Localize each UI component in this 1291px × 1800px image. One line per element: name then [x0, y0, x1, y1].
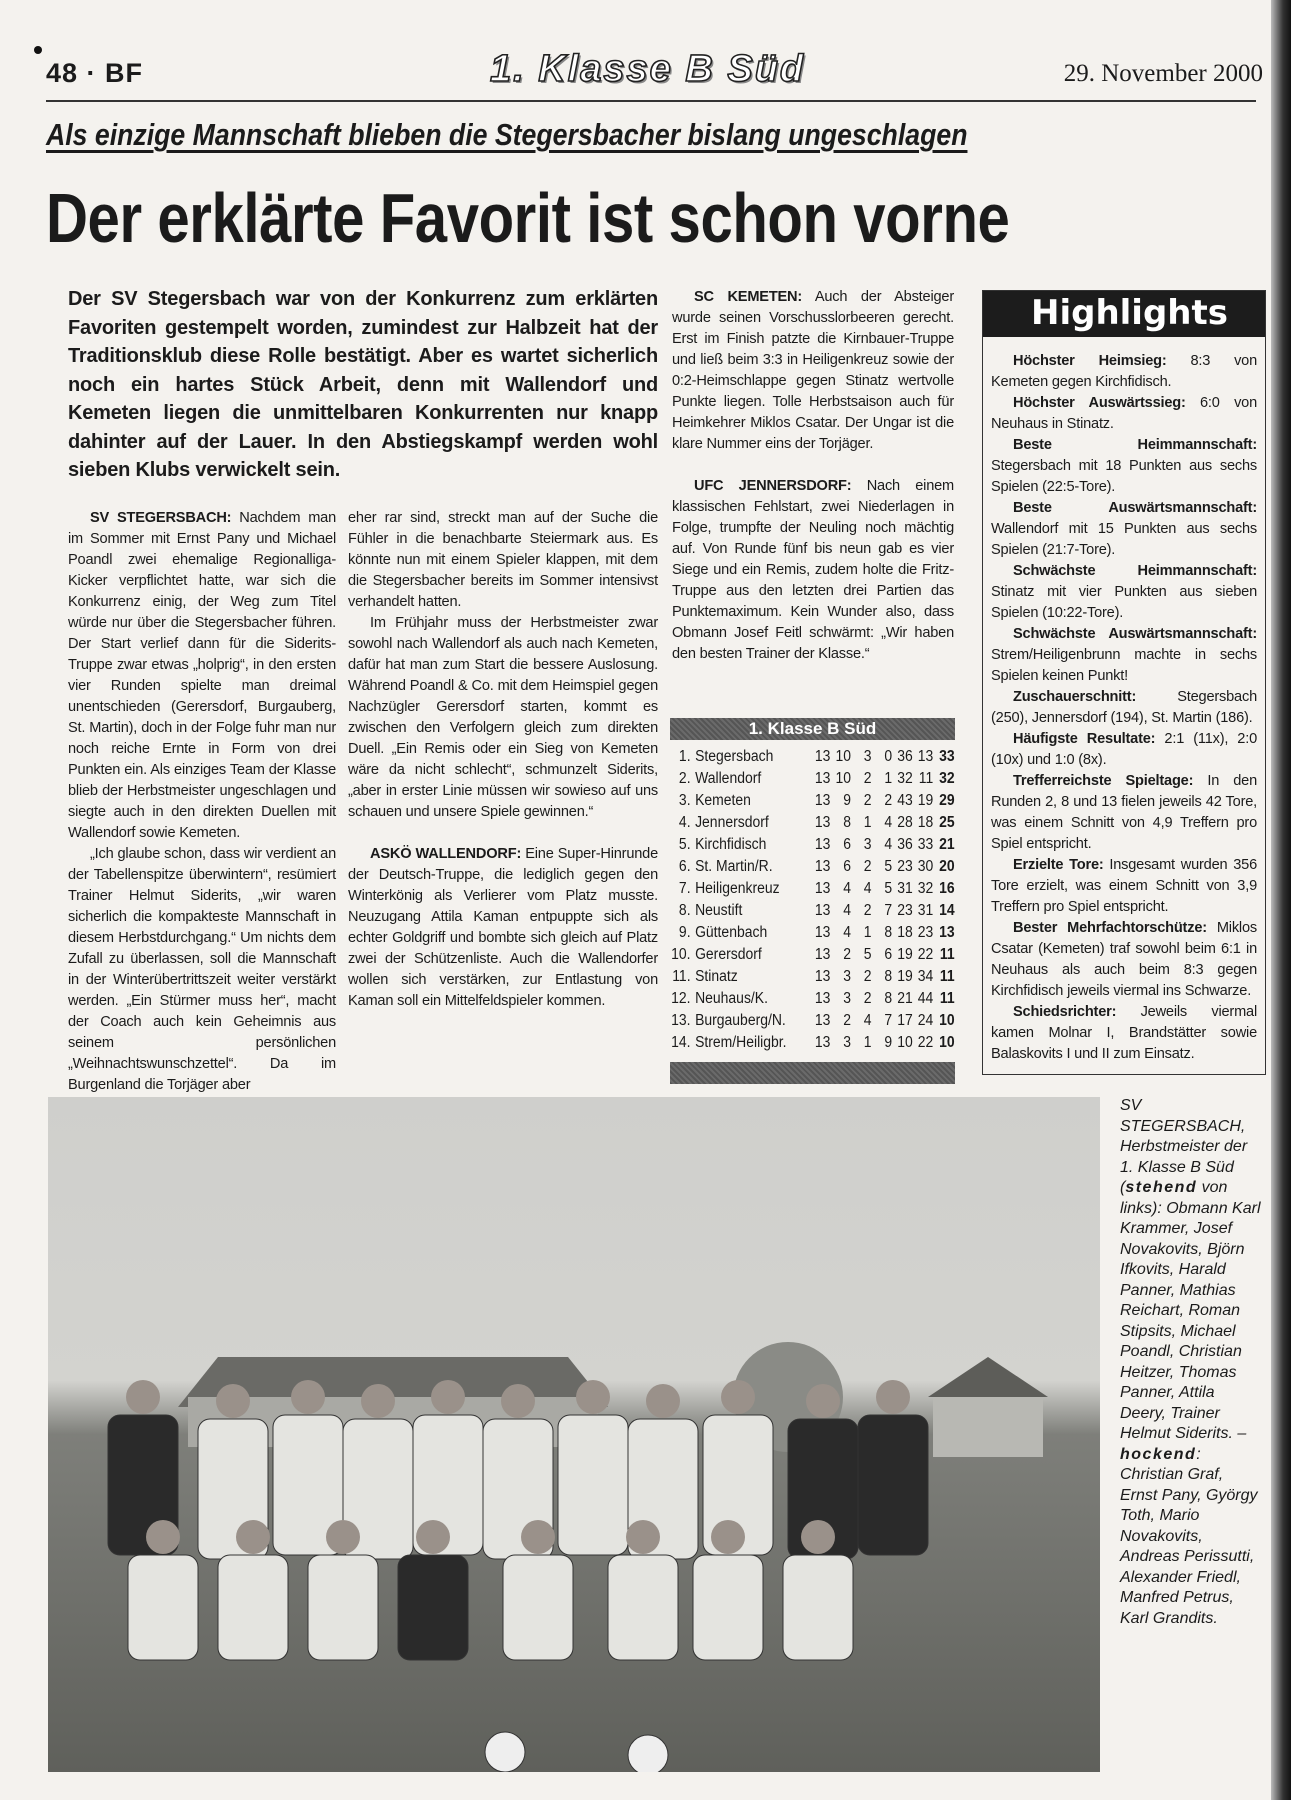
caption-emphasis: hockend	[1120, 1445, 1197, 1463]
table-row	[670, 878, 955, 900]
table-cell: 13	[814, 814, 831, 831]
paragraph-label: SV STEGERSBACH:	[90, 510, 232, 526]
table-cell: 30	[917, 858, 934, 875]
table-cell: 2	[863, 902, 872, 919]
points-cell: 29	[939, 792, 955, 809]
caption-emphasis: stehend	[1125, 1179, 1198, 1196]
table-row	[670, 834, 955, 856]
highlights-title: Highlights	[983, 291, 1265, 337]
highlight-item	[991, 393, 1257, 435]
table-cell: 8	[884, 990, 893, 1007]
team-name: Güttenbach	[695, 924, 768, 941]
highlight-text: 6:0 von Neuhaus in Stinatz.	[991, 395, 1257, 432]
caption-text: von links): Obmann Karl Krammer, Josef Novakovits, Björn Ifkovits, Harald Panner, Mathias Reichart, Roman Stipsits, Michael Poandl, Christian Heitzer, Thomas Panner, Attila Deery, Trainer Helmut Siderits. –	[1120, 1179, 1261, 1442]
page-number: 48 · BF	[46, 58, 144, 88]
team-name: Kirchfidisch	[695, 836, 767, 853]
team-name: Stegersbach	[695, 748, 774, 765]
table-cell: 3	[843, 1034, 851, 1051]
table-cell: 5.	[678, 836, 691, 853]
table-row	[670, 922, 955, 944]
team-photo	[48, 1097, 1100, 1772]
highlight-text: Strem/Heiligenbrunn machte in sechs Spielen keinen Punkt!	[991, 647, 1257, 684]
house-wall	[933, 1397, 1043, 1457]
points-cell: 16	[939, 880, 955, 897]
highlight-label: Höchster Auswärtssieg:	[1013, 395, 1186, 411]
table-row	[670, 768, 955, 790]
table-cell: 19	[897, 946, 913, 963]
table-cell: 2	[863, 968, 872, 985]
table-cell: 2	[843, 1012, 851, 1029]
table-cell: 36	[897, 748, 913, 765]
table-cell: 4	[843, 902, 851, 919]
photo-caption	[1120, 1096, 1262, 1629]
table-cell: 3.	[678, 792, 691, 809]
highlight-item	[991, 498, 1257, 561]
highlight-label: Schwächste Auswärtsmannschaft:	[1013, 626, 1257, 642]
table-cell: 3	[863, 748, 872, 765]
table-cell: 13	[814, 968, 831, 985]
table-cell: 13.	[671, 1012, 691, 1029]
issue-date: 29. November 2000	[1063, 60, 1263, 87]
highlight-text: 8:3 von Kemeten gegen Kirchfidisch.	[991, 353, 1257, 390]
highlight-item	[991, 435, 1257, 498]
table-cell: 5	[863, 946, 872, 963]
table-cell: 0	[884, 748, 893, 765]
table-cell: 5	[884, 858, 893, 875]
caption-text: : Christian Graf, Ernst Pany, György Toth, Mario Novakovits, Andreas Perissutti, Alexander Friedl, Manfred Petrus, Karl Grandits.	[1120, 1445, 1258, 1627]
table-cell: 7	[884, 902, 893, 919]
kicker: Als einzige Mannschaft blieben die Stegersbacher bislang ungeschlagen	[46, 117, 968, 152]
highlight-text: 2:1 (11x), 2:0 (10x) und 1:0 (8x).	[991, 731, 1257, 768]
highlight-item	[991, 1002, 1257, 1065]
table-cell: 4.	[678, 814, 691, 831]
table-cell: 8	[884, 968, 893, 985]
table-cell: 23	[897, 902, 913, 919]
header-rule	[46, 100, 1256, 102]
team-name: Kemeten	[695, 792, 751, 809]
paragraph	[348, 844, 658, 1012]
points-cell: 13	[939, 924, 955, 941]
highlight-text: Jeweils viermal kamen Molnar I, Brandstätter sowie Balaskovits I und II zum Einsatz.	[991, 1004, 1257, 1062]
team-name: St. Martin/R.	[695, 858, 773, 875]
highlight-text: Stinatz mit vier Punkten aus sieben Spielen (10:22-Tore).	[991, 584, 1257, 621]
highlight-text: Miklos Csatar (Kemeten) traf sowohl beim 6:1 in Neuhaus als auch beim 8:3 gegen Kirchfidisch jeweils viermal ins Schwarze.	[991, 920, 1257, 999]
table-cell: 13	[814, 836, 831, 853]
highlight-item	[991, 561, 1257, 624]
table-footer-bar	[670, 1062, 955, 1084]
table-cell: 3	[843, 968, 851, 985]
team-name: Stinatz	[695, 968, 738, 985]
table-row	[670, 812, 955, 834]
table-cell: 1	[863, 1034, 872, 1051]
highlight-item	[991, 729, 1257, 771]
table-cell: 32	[917, 880, 934, 897]
table-cell: 2	[843, 946, 851, 963]
table-cell: 7.	[678, 880, 691, 897]
points-cell: 21	[939, 836, 955, 853]
table-cell: 13	[814, 1012, 831, 1029]
team-name: Gerersdorf	[695, 946, 762, 963]
highlights-list	[983, 337, 1265, 1065]
table-cell: 23	[897, 858, 913, 875]
table-cell: 4	[863, 880, 872, 897]
table-cell: 10	[897, 1034, 913, 1051]
table-cell: 8.	[678, 902, 691, 919]
table-cell: 1.	[678, 748, 691, 765]
table-body	[670, 746, 955, 1054]
table-cell: 19	[897, 968, 913, 985]
article-column-1	[68, 508, 336, 1096]
team-name: Wallendorf	[695, 770, 762, 787]
table-cell: 13	[814, 990, 831, 1007]
highlight-text: Insgesamt wurden 356 Tore erzielt, was einem Schnitt von 3,9 Treffern pro Spiel entspricht.	[991, 857, 1257, 915]
team-name: Heiligenkreuz	[695, 880, 780, 897]
team-name: Jennersdorf	[695, 814, 769, 831]
paragraph-text: Nachdem man im Sommer mit Ernst Pany und Michael Poandl zwei ehemalige Regionalliga-Kicker verpflichtet hatte, war sich die Konkurrenz einig, der Weg zum Titel würde nur über die Stegersbacher führen. Der Start verlief dann für die Siderits-Truppe zwar etwas „holprig“, in den ersten vier Runden spielte man dreimal unentschieden (Gerersdorf, Burgauberg, St. Martin), doch in der Folge fuhr man nur noch reiche Ernte in Form von drei Punkten ein. Als einziges Team der Klasse blieb der Herbstmeister ungeschlagen und siegte auch in den direkten Duellen mit Wallendorf sowie Kemeten.	[68, 510, 337, 841]
highlights-box	[982, 290, 1266, 1075]
highlight-label: Beste Heimmannschaft:	[1013, 437, 1257, 453]
highlight-item	[991, 687, 1257, 729]
article-column-2	[348, 508, 658, 1012]
table-cell: 18	[917, 814, 934, 831]
page-bullet	[34, 46, 42, 54]
table-row	[670, 1010, 955, 1032]
table-cell: 24	[917, 1012, 934, 1029]
table-row	[670, 988, 955, 1010]
table-cell: 13	[814, 946, 831, 963]
table-row	[670, 856, 955, 878]
highlight-label: Zuschauerschnitt:	[1013, 689, 1137, 705]
table-cell: 1	[863, 814, 872, 831]
table-cell: 19	[917, 792, 934, 809]
highlight-label: Beste Auswärtsmannschaft:	[1013, 500, 1257, 516]
league-table	[670, 718, 955, 1084]
highlight-label: Bester Mehrfachtorschütze:	[1013, 920, 1207, 936]
paragraph-label: UFC JENNERSDORF:	[694, 478, 852, 494]
scan-edge	[1271, 0, 1291, 1800]
team-name: Burgauberg/N.	[695, 1012, 786, 1029]
football	[485, 1732, 525, 1772]
table-cell: 18	[897, 924, 913, 941]
table-cell: 31	[917, 902, 934, 919]
points-cell: 14	[939, 902, 955, 919]
table-cell: 3	[863, 836, 872, 853]
points-cell: 33	[939, 748, 955, 765]
lead-paragraph: Der SV Stegersbach war von der Konkurrenz zum erklärten Favoriten gestempelt worden, zumindest zur Halbzeit hat der Traditionsklub diese Rolle bestätigt. Aber es wartet sicherlich noch ein hartes Stück Arbeit, denn mit Wallendorf und Kemeten liegen die unmittelbaren Konkurrenten nur knapp dahinter auf der Lauer. In den Abstiegskampf werden wohl sieben Klubs verwickelt sein.	[68, 288, 658, 481]
table-cell: 13	[814, 858, 831, 875]
table-cell: 9	[884, 1034, 893, 1051]
table-cell: 2.	[678, 770, 691, 787]
highlight-label: Schwächste Heimmannschaft:	[1013, 563, 1257, 579]
table-cell: 4	[884, 814, 893, 831]
table-cell: 4	[843, 924, 851, 941]
paragraph	[68, 508, 336, 844]
team-name: Neustift	[695, 902, 743, 919]
paragraph: eher rar sind, streckt man auf der Suche die Fühler in die benachbarte Steiermark aus. Es könnte nun mit einem Spieler klappen, mit dem die Stegersbacher bereits im Sommer intensivst verhandelt hatten.	[348, 510, 658, 610]
table-cell: 13	[814, 880, 831, 897]
points-cell: 10	[939, 1034, 955, 1051]
team-photo-illustration	[48, 1097, 1100, 1772]
highlight-label: Schiedsrichter:	[1013, 1004, 1117, 1020]
highlight-label: Erzielte Tore:	[1013, 857, 1104, 873]
table-cell: 22	[917, 946, 934, 963]
table-cell: 2	[884, 792, 893, 809]
highlight-item	[991, 855, 1257, 918]
paragraph-text: Eine Super-Hinrunde der Deutsch-Truppe, die lediglich gegen den Winterkönig als Verlierer vom Platz musste. Neuzugang Attila Kaman entpuppte sich als echter Goldgriff und bombte sich gleich auf Platz zwei der Schützenliste. Auch die Wallendorfer wollen sich verstärken, zur Entlastung von Kaman soll ein Mittelfeldspieler kommen.	[348, 846, 658, 1009]
points-cell: 11	[939, 990, 955, 1007]
table-cell: 13	[814, 902, 831, 919]
table-cell: 6	[843, 836, 851, 853]
table-cell: 6.	[678, 858, 691, 875]
table-cell: 8	[884, 924, 893, 941]
table-cell: 13	[814, 1034, 831, 1051]
table-title: 1. Klasse B Süd	[670, 718, 955, 740]
highlight-text: In den Runden 2, 8 und 13 fielen jeweils 42 Tore, was einem Schnitt von 4,9 Treffern pro Spiel entspricht.	[991, 773, 1257, 852]
table-cell: 28	[897, 814, 913, 831]
points-cell: 32	[939, 770, 955, 787]
paragraph-text: Auch der Absteiger wurde seinen Vorschusslorbeeren gerecht. Erst im Finish patzte die Kirnbauer-Truppe und ließ beim 3:3 in Heiligenkreuz sowie der 0:2-Heimschlappe gegen Stinatz wertvolle Punkte liegen. Tolle Herbstsaison auch für Heimkehrer Miklos Csatar. Der Ungar ist die klare Nummer eins der Torjäger.	[672, 289, 954, 452]
table-cell: 17	[897, 1012, 913, 1029]
table-cell: 11	[918, 770, 934, 787]
table-cell: 10	[835, 748, 851, 765]
highlight-text: Stegersbach mit 18 Punkten aus sechs Spielen (22:5-Tore).	[991, 458, 1257, 495]
highlight-item	[991, 624, 1257, 687]
table-cell: 2	[863, 792, 872, 809]
table-cell: 13	[917, 748, 934, 765]
table-cell: 13	[814, 770, 831, 787]
highlight-item	[991, 351, 1257, 393]
table-row	[670, 944, 955, 966]
table-row	[670, 746, 955, 768]
table-cell: 5	[884, 880, 893, 897]
table-cell: 44	[917, 990, 934, 1007]
points-cell: 20	[939, 858, 955, 875]
table-cell: 9.	[678, 924, 691, 941]
table-cell: 22	[917, 1034, 934, 1051]
paragraph-label: SC KEMETEN:	[694, 289, 803, 305]
highlight-text: Stegersbach (250), Jennersdorf (194), St. Martin (186).	[991, 689, 1257, 726]
paragraph-text: Nach einem klassischen Fehlstart, zwei Niederlagen in Folge, trumpfte der Neuling noch mächtig auf. Von Runde fünf bis neun gab es vier Siege und ein Remis, zudem holte die Fritz-Truppe aus den letzten drei Partien das Punktemaximum. Kein Wunder also, dass Obmann Josef Feitl schwärmt: „Wir haben den besten Trainer der Klasse.“	[672, 478, 954, 662]
table-cell: 13	[814, 924, 831, 941]
table-cell: 3	[843, 990, 851, 1007]
table-cell: 43	[897, 792, 913, 809]
highlight-text: Wallendorf mit 15 Punkten aus sechs Spielen (21:7-Tore).	[991, 521, 1257, 558]
paragraph	[672, 287, 954, 455]
table-row	[670, 1032, 955, 1054]
table-cell: 2	[863, 770, 872, 787]
table-cell: 36	[897, 836, 913, 853]
highlight-item	[991, 918, 1257, 1002]
points-cell: 11	[939, 946, 955, 963]
headline: Der erklärte Favorit ist schon vorne	[46, 179, 1010, 257]
table-cell: 7	[884, 1012, 893, 1029]
table-cell: 4	[884, 836, 893, 853]
table-cell: 14.	[671, 1034, 691, 1051]
football	[628, 1735, 668, 1772]
highlight-label: Höchster Heimsieg:	[1013, 353, 1167, 369]
table-cell: 23	[917, 924, 934, 941]
table-row	[670, 966, 955, 988]
table-cell: 12.	[671, 990, 691, 1007]
table-row	[670, 900, 955, 922]
points-cell: 25	[939, 814, 955, 831]
table-cell: 1	[863, 924, 872, 941]
highlight-label: Häufigste Resultate:	[1013, 731, 1156, 747]
paragraph: Im Frühjahr muss der Herbstmeister zwar sowohl nach Wallendorf als auch nach Kemeten, dafür hat man zum Start die bessere Auslosung. Während Poandl & Co. mit dem Heimspiel gegen Nachzügler Gerersdorf starten, kommt es zwischen den Verfolgern gleich zum direkten Duell. „Ein Remis oder ein Sieg von Kemeten wäre da nicht schlecht“, schmunzelt Siderits, „aber in erster Linie müssen wir sowieso auf uns schauen und unsere Spiele gewinnen.“	[348, 615, 658, 820]
table-cell: 34	[917, 968, 934, 985]
points-cell: 10	[939, 1012, 955, 1029]
highlight-item	[991, 771, 1257, 855]
table-cell: 10.	[671, 946, 691, 963]
article-column-3	[672, 287, 954, 665]
table-cell: 2	[863, 858, 872, 875]
table-cell: 2	[863, 990, 872, 1007]
table-cell: 4	[843, 880, 851, 897]
team-name: Strem/Heiligbr.	[695, 1034, 787, 1051]
table-cell: 32	[897, 770, 913, 787]
table-cell: 6	[843, 858, 851, 875]
paragraph	[672, 476, 954, 665]
table-cell: 11.	[672, 968, 691, 985]
table-cell: 31	[897, 880, 913, 897]
section-title: 1. Klasse B Süd	[490, 48, 806, 90]
table-cell: 6	[884, 946, 893, 963]
table-cell: 33	[917, 836, 934, 853]
table-row	[670, 790, 955, 812]
team-name: Neuhaus/K.	[695, 990, 768, 1007]
paragraph-label: ASKÖ WALLENDORF:	[370, 846, 522, 862]
table-cell: 13	[814, 792, 831, 809]
table-cell: 21	[897, 990, 913, 1007]
caption-text: SV STEGERSBACH, Herbstmeister der 1. Klasse B Süd (	[1120, 1097, 1248, 1196]
table-cell: 9	[843, 792, 851, 809]
table-cell: 1	[884, 770, 893, 787]
points-cell: 11	[939, 968, 955, 985]
table-cell: 13	[814, 748, 831, 765]
table-cell: 10	[835, 770, 851, 787]
highlight-label: Trefferreichste Spieltage:	[1013, 773, 1194, 789]
paragraph: „Ich glaube schon, dass wir verdient an der Tabellenspitze überwintern“, resümiert Trainer Helmut Siderits, „wir waren sicherlich die kompakteste Mannschaft in diesem Herbstdurchgang.“ Um nichts dem Zufall zu überlassen, soll die Mannschaft in der Winterübertrittszeit weiter verstärkt werden. „Ein Stürmer muss her“, macht der Coach auch kein Geheimnis aus seinem persönlichen „Weihnachtswunschzettel“. Da im Burgenland die Torjäger aber	[68, 846, 336, 1093]
table-cell: 8	[843, 814, 851, 831]
table-cell: 4	[863, 1012, 872, 1029]
